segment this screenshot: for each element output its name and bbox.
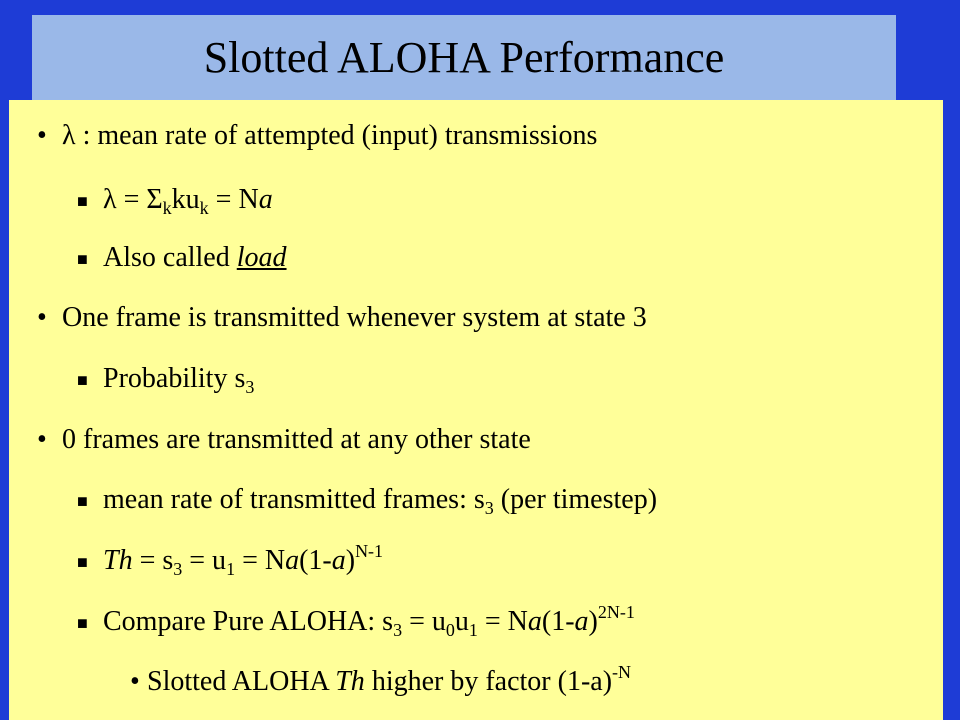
sub-bullet-marker: ■ <box>77 191 88 211</box>
lambda-symbol: λ <box>62 120 76 151</box>
throughput-formula: $Th = s_3 = u_1 = Na(1-a)^{N-1}$ <box>103 541 384 579</box>
slide-body <box>9 100 943 720</box>
bullet-marker: • <box>37 302 47 333</box>
title-bar <box>32 15 896 100</box>
slide-title: Slotted ALOHA Performance <box>203 33 725 82</box>
bullet-other-state: 0 frames are transmitted at any other state <box>62 424 531 455</box>
bullet-state3: One frame is transmitted whenever system at state 3 <box>62 302 647 333</box>
bullet-marker: • <box>130 666 140 697</box>
mean-rate-line: mean rate of transmitted frames: $s_3$ (per timestep) <box>103 484 658 518</box>
sub-bullet-marker: ■ <box>77 552 88 572</box>
comparison-factor: Slotted ALOHA Th higher by factor $(1-a)^{-N}$ <box>147 662 632 697</box>
load-note: Also called load <box>103 242 287 273</box>
probability-line: Probability $s_3$ <box>103 363 255 397</box>
load-term: load <box>236 242 287 273</box>
bullet-marker: • <box>37 120 47 151</box>
lambda-formula: $\lambda = \Sigma_kku_k = Na$ <box>103 184 273 218</box>
pure-aloha-formula: Compare Pure ALOHA: $s_3 = u_0u_1 = Na(1-a)^{2N-1}$ <box>103 602 635 640</box>
sub-bullet-marker: ■ <box>77 613 88 633</box>
bullet-marker: • <box>37 424 47 455</box>
sub-bullet-marker: ■ <box>77 491 88 511</box>
sub-bullet-marker: ■ <box>77 249 88 269</box>
sub-bullet-marker: ■ <box>77 370 88 390</box>
bullet-lambda-definition: λ : mean rate of attempted (input) transmissions <box>62 120 598 151</box>
